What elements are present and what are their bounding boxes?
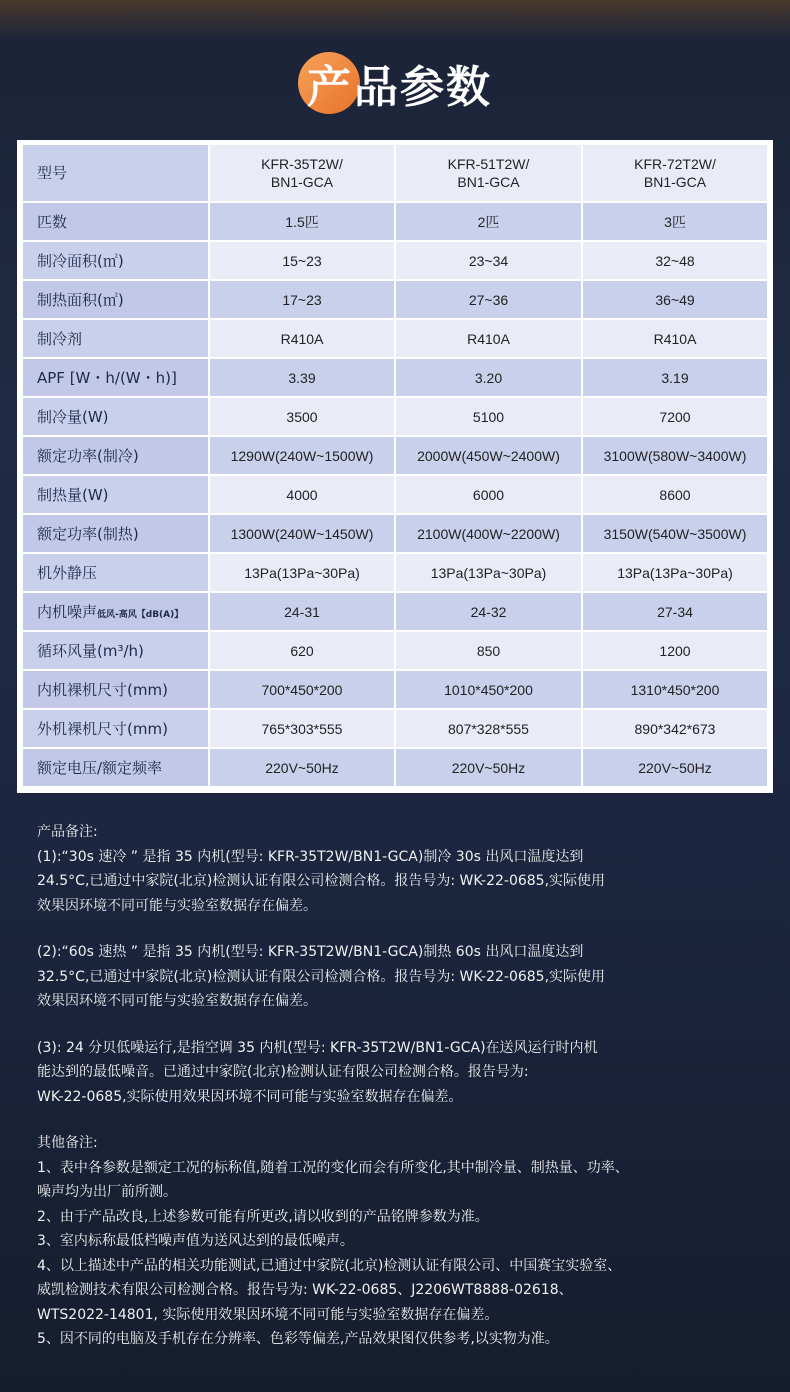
table-row — [22, 592, 768, 631]
value-cell: 1290W(240W~1500W) — [209, 436, 395, 475]
row-label: 额定电压/额定频率 — [37, 759, 163, 777]
value-cell: 2匹 — [395, 202, 582, 241]
table-row — [22, 202, 768, 241]
value-cell: 3500 — [209, 397, 395, 436]
value-cell: 32~48 — [582, 241, 768, 280]
value-cell: 6000 — [395, 475, 582, 514]
value-cell: R410A — [582, 319, 768, 358]
row-label-cell — [22, 280, 209, 319]
value-cell: 5100 — [395, 397, 582, 436]
table-row — [22, 670, 768, 709]
row-label-cell — [22, 631, 209, 670]
value-cell: 17~23 — [209, 280, 395, 319]
row-label-cell — [22, 202, 209, 241]
value-cell: 13Pa(13Pa~30Pa) — [582, 553, 768, 592]
other-note: 1、表中各参数是额定工况的标称值,随着工况的变化而会有所变化,其中制冷量、制热量、功率、 噪声均为出厂前所测。 — [37, 1159, 629, 1200]
value-cell: 1200 — [582, 631, 768, 670]
model-name-cell: KFR-35T2W/ BN1-GCA — [209, 144, 395, 202]
table-header-row — [22, 144, 768, 202]
table-row — [22, 280, 768, 319]
value-cell: 7200 — [582, 397, 768, 436]
row-label-cell — [22, 670, 209, 709]
row-label-cell — [22, 436, 209, 475]
value-cell: R410A — [209, 319, 395, 358]
row-label: 额定功率(制冷) — [37, 447, 139, 465]
notes-section — [37, 820, 757, 1352]
row-label: 额定功率(制热) — [37, 525, 139, 543]
row-label: 制冷面积(㎡) — [37, 252, 124, 270]
value-cell: 1310*450*200 — [582, 670, 768, 709]
value-cell: 765*303*555 — [209, 709, 395, 748]
row-label: 制冷剂 — [37, 330, 83, 348]
row-label: 制热面积(㎡) — [37, 291, 124, 309]
page-title — [0, 48, 790, 118]
row-label: 匹数 — [37, 213, 68, 231]
other-notes-heading: 其他备注: — [37, 1135, 98, 1151]
other-note: 5、因不同的电脑及手机存在分辨率、色彩等偏差,产品效果图仅供参考,以实物为准。 — [37, 1331, 559, 1347]
value-cell: 13Pa(13Pa~30Pa) — [395, 553, 582, 592]
value-cell: 220V~50Hz — [582, 748, 768, 787]
table-row — [22, 748, 768, 787]
table-row — [22, 553, 768, 592]
value-cell: 3.20 — [395, 358, 582, 397]
row-label: APF [W・h/(W・h)] — [37, 369, 177, 387]
spec-table — [22, 144, 768, 787]
table-row — [22, 709, 768, 748]
row-label-cell — [22, 592, 209, 631]
value-cell: 3.39 — [209, 358, 395, 397]
row-label: 内机噪声 — [37, 603, 98, 621]
row-label: 制冷量(W) — [37, 408, 109, 426]
table-row — [22, 397, 768, 436]
value-cell: 2000W(450W~2400W) — [395, 436, 582, 475]
product-notes-heading: 产品备注: — [37, 824, 98, 840]
value-cell: 4000 — [209, 475, 395, 514]
value-cell: 850 — [395, 631, 582, 670]
model-name-cell: KFR-51T2W/ BN1-GCA — [395, 144, 582, 202]
value-cell: 3100W(580W~3400W) — [582, 436, 768, 475]
value-cell: 27~36 — [395, 280, 582, 319]
note-2: (2):“60s 速热 ” 是指 35 内机(型号: KFR-35T2W/BN1-GCA)制热 60s 出风口温度达到 32.5°C,已通过中家院(北京)检测认证有限公司检测合格。报告号为: WK-22-0685,实际使用 效果因环境不同可能与实验室数据存在偏差。 — [37, 944, 606, 1009]
value-cell: 8600 — [582, 475, 768, 514]
value-cell: 24-32 — [395, 592, 582, 631]
value-cell: 1.5匹 — [209, 202, 395, 241]
value-cell: 3.19 — [582, 358, 768, 397]
row-label: 循环风量(m³/h) — [37, 642, 144, 660]
row-label-cell — [22, 709, 209, 748]
value-cell: 220V~50Hz — [395, 748, 582, 787]
other-note: 3、室内标称最低档噪声值为送风达到的最低噪声。 — [37, 1233, 354, 1249]
row-label-cell — [22, 397, 209, 436]
value-cell: 620 — [209, 631, 395, 670]
value-cell: 1300W(240W~1450W) — [209, 514, 395, 553]
value-cell: 890*342*673 — [582, 709, 768, 748]
row-label-cell — [22, 358, 209, 397]
table-row — [22, 631, 768, 670]
row-label-cell — [22, 553, 209, 592]
model-label-cell: 型号 — [22, 144, 209, 202]
value-cell: 15~23 — [209, 241, 395, 280]
title-text: 品参数 — [354, 62, 492, 113]
value-cell: R410A — [395, 319, 582, 358]
table-row — [22, 319, 768, 358]
row-label-cell — [22, 748, 209, 787]
top-glow — [0, 0, 790, 40]
value-cell: 2100W(400W~2200W) — [395, 514, 582, 553]
table-row — [22, 514, 768, 553]
row-label: 制热量(W) — [37, 486, 109, 504]
value-cell: 27-34 — [582, 592, 768, 631]
value-cell: 3150W(540W~3500W) — [582, 514, 768, 553]
model-name-cell: KFR-72T2W/ BN1-GCA — [582, 144, 768, 202]
row-label-cell — [22, 241, 209, 280]
other-note: 2、由于产品改良,上述参数可能有所更改,请以收到的产品铭牌参数为准。 — [37, 1208, 489, 1225]
row-sublabel: 低风-高风【dB(A)】 — [97, 610, 184, 620]
row-label-cell — [22, 475, 209, 514]
note-1: (1):“30s 速冷 ” 是指 35 内机(型号: KFR-35T2W/BN1-GCA)制冷 30s 出风口温度达到 24.5°C,已通过中家院(北京)检测认证有限公司检测合格。报告号为: WK-22-0685,实际使用 效果因环境不同可能与实验室数据存在偏差。 — [37, 848, 606, 914]
value-cell: 1010*450*200 — [395, 670, 582, 709]
table-row — [22, 436, 768, 475]
note-3: (3): 24 分贝低噪运行,是指空调 35 内机(型号: KFR-35T2W/BN1-GCA)在送风运行时内机 能达到的最低噪音。已通过中家院(北京)检测认证有限公司检测合格。报告号为: WK-22-0685,实际使用效果因环境不同可能与实验室数据存在偏差。 — [37, 1039, 598, 1105]
row-label: 外机裸机尺寸(mm) — [37, 720, 168, 738]
table-row — [22, 241, 768, 280]
table-row — [22, 475, 768, 514]
value-cell: 3匹 — [582, 202, 768, 241]
row-label: 机外静压 — [37, 564, 98, 582]
title-badge: 产 — [298, 52, 360, 114]
row-label-cell — [22, 319, 209, 358]
value-cell: 24-31 — [209, 592, 395, 631]
value-cell: 220V~50Hz — [209, 748, 395, 787]
other-note: 4、以上描述中产品的相关功能测试,已通过中家院(北京)检测认证有限公司、中国赛宝实验室、 威凯检测技术有限公司检测合格。报告号为: WK-22-0685、J2206WT8888-02618、 WTS2022-14801, 实际使用效果因环境不同可能与实验室数据存在偏差。 — [37, 1257, 622, 1323]
table-row — [22, 358, 768, 397]
row-label: 内机裸机尺寸(mm) — [37, 681, 168, 699]
value-cell: 23~34 — [395, 241, 582, 280]
value-cell: 807*328*555 — [395, 709, 582, 748]
row-label-cell — [22, 514, 209, 553]
value-cell: 700*450*200 — [209, 670, 395, 709]
value-cell: 36~49 — [582, 280, 768, 319]
value-cell: 13Pa(13Pa~30Pa) — [209, 553, 395, 592]
